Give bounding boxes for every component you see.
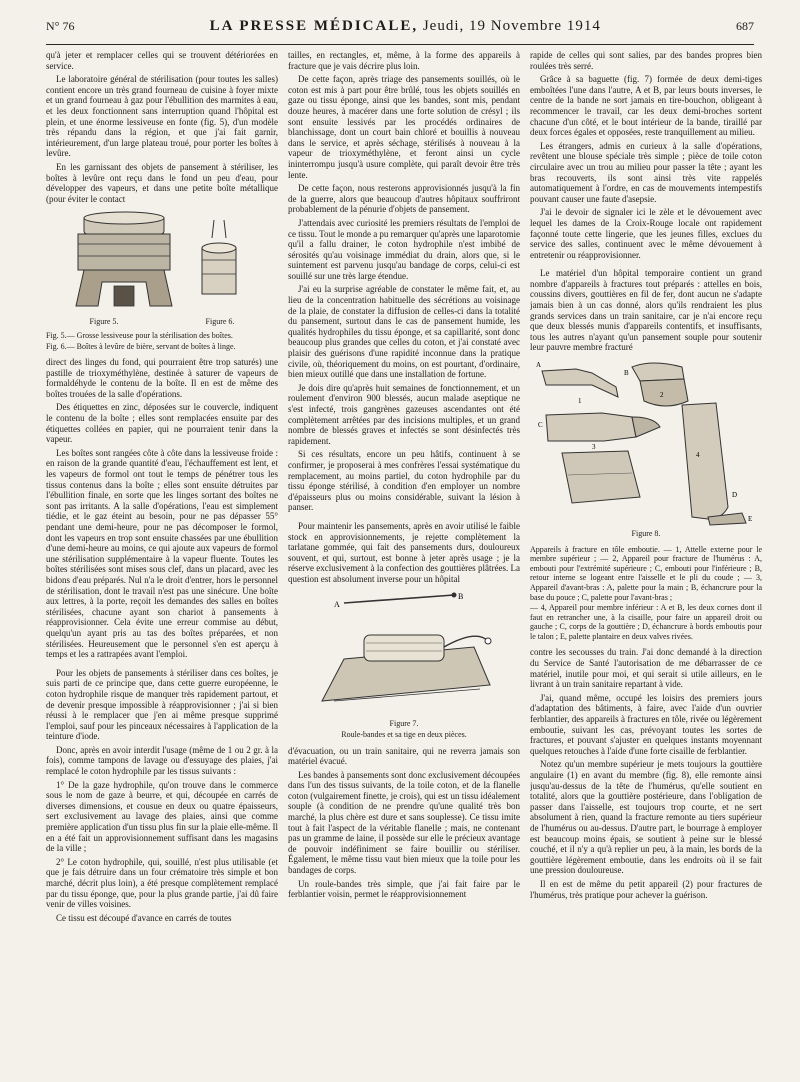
column-3 [530,50,762,1072]
page-header [46,18,754,45]
figure-8-label: Figure 8. [631,529,661,539]
fig8-label-3: 3 [592,443,596,452]
paragraph: Pour les objets de pansements à stériliser dans ces boîtes, je suis parti de ce principe que, dans cette guerre européenne, le coton hydrophile risque de manquer très rapidement partout, et de devenir presque impossible à réapprovisionner ; j'ai si bien réussi à le remplacer que j'en ai même presque supprimé l'emploi, sauf pour les pinceaux nécessaires à l'application de la teinture d'iode. [46,667,278,742]
paragraph: 1° De la gaze hydrophile, qu'on trouve dans le commerce sous le nom de gaze à beurre, et qui, découpée en carrés de diverses dimensions, et cousue en deux ou quatre épaisseurs, sert exclusivement au lavage des plaies, ainsi que comme première application d'un tissu plus fin sur la plaie elle-même. Il en a été fait un approvisionnement suffisant dans les magasins de la ville ; [46,779,278,854]
fig8-label-c: C [538,421,543,430]
figure-8-legend [530,545,762,642]
fig8-label-4: 4 [696,451,700,460]
page-number: 687 [735,19,754,33]
caption-fig-5: Fig. 5.— Grosse lessiveuse pour la stérilisation des boîtes. [46,330,233,340]
paragraph: rapide de celles qui sont salies, par des bandes propres bien roulées très serré. [530,50,762,71]
figure-6-label: Figure 6. [205,317,235,327]
paragraph: Le laboratoire général de stérilisation (pour toutes les salles) contient encore un très grand fourneau de cuisine à foyer mixte et un grand fourneau à gaz pour l'ébullition des marmites à eau, et les deux fonctionnent sans interruption quand l'hôpital est plein, et une énorme lessiveuse en fonte (fig. 5), d'un modèle très répandu dans la région, et que j'ai fait garnir, intérieurement, d'un large plateau troué, pour porter les boîtes à levûre. [46,74,278,159]
paragraph: Les bandes à pansements sont donc exclusivement découpées dans l'un des tissus suivants, de la toile coton, et de la flanelle coton (vulgairement finette, je crois), qui est un tissu idéalement souple (à condition de ne prendre qu'une qualité très bon marché, la plus chère est dure et sans souplesse). Ce tissu imite tout à fait l'aspect de la véritable flanelle ; mais, ne contenant pas un gramme de laine, il possède sur elle le précieux avantage de pouvoir indéfiniment se faire bouillir ou stériliser. Également, le même tissu vaut bien mieux que la toile pour les bandages de corps. [288,769,520,876]
caption-fig-6: Fig. 6.— Boîtes à levûre de bière, servant de boîtes à linge. [46,341,236,351]
washer-and-boxes-illustration [62,208,262,316]
paragraph: Un roule-bandes très simple, que j'ai fait faire par le ferblantier voisin, permet le réapprovisionnement [288,878,520,900]
legend-line: Appareils à fracture en tôle emboutie. — 1, Attelle externe pour le membre supérieur ; — 2, Appareil pour fracture de l'humérus : A, embouti pour l'extrémité supérieure ; C, embouti pour l'inférieure ; B, retour interne se logeant entre l'aisselle et le pli du coude ; — 3, Appareil d'avant-bras : A, palette pour la main ; B, échancrure pour la base du pouce ; C, palette pour l'avant-bras ; [530,544,762,602]
figure-7-caption: Roule-bandes et sa tige en deux pièces. [341,730,467,739]
paragraph: J'ai le devoir de signaler ici le zèle et le dévouement avec lequel les dames de la Croix-Rouge locale ont rapidement façonné toute cette lingerie, que les jeunes filles, exclues du service des salles, continuent avec le même dévouement à entretenir ou réapprovisionner. [530,207,762,260]
paragraph: Donc, après en avoir interdit l'usage (même de 1 ou 2 gr. à la fois), comme tampons de lavage ou d'essuyage des plaies, j'ai remplacé le coton hydrophile par les tissus suivants : [46,744,278,777]
paragraph: J'attendais avec curiosité les premiers résultats de l'emploi de ce tissu. Tout le monde a pu remarquer qu'après une laparotomie qu'il a fallu drainer, le coton hydrophile n'est imbibé de sérosités qu'au voisinage immédiat du drain, alors que, si le suintement est parvenu jusqu'au bandage de corps, celui-ci est souillé sur une très large étendue. [288,217,520,281]
paragraph: Les boîtes sont rangées côte à côte dans la lessiveuse froide : en raison de la grande quantité d'eau, l'échauffement est lent, et les vapeurs de formol ont tout le temps de pénétrer tous les tissus contenus dans la boîte ; elles sont ensuite détruites par l'ébullition finale, en sorte que les linges sortant des boîtes ne sont pas irritants. A la salle d'opérations, l'eau est simplement tiédie, et le gaz éteint au besoin, pour ne pas dépasser 55° pendant une demi-heure, pour ne pas décomposer le formol, dont les vapeurs en trop sont ensuite chassées par une ébullition d'une demi-heure au moins, ce qui ajoute aux vapeurs de formol une stérilisation supplémentaire à la vapeur fluente. Toutes les boîtes stérilisées sont mises sous clef, dans un placard, avec les bidons d'eau préparés. Nul n'a le droit d'entrer, hors le personnel de stérilisation, dont le travail n'est pas une sinécure. Une boîte aux lettres, à la porte, reçoit les demandes des salles en boîtes stérilisées, chacune ayant son chariot à pansements à réapprovisionner. Cela évite une erreur commise au début, quelqu'un ayant pris au tas des boîtes préparées, et non stérilisées. Heureusement que le personnel s'en est aperçu à temps et les a rattrapées avant l'emploi. [46,447,278,660]
paragraph: d'évacuation, ou un train sanitaire, qui ne reverra jamais son matériel évacué. [288,745,520,767]
paragraph: Des étiquettes en zinc, déposées sur le couvercle, indiquent le contenu de la boîte ; elles sont remplacées ensuite par des étiquettes collées en papier, qui ne pourraient tenir dans la vapeur. [46,402,278,445]
paragraph: Le matériel d'un hôpital temporaire contient un grand nombre d'appareils à fractures tout préparés : attelles en bois, coussins divers, gouttières en fil de fer, dont aucun ne s'adapte jamais bien à un cas donné, alors qu'ils rendraient les plus grands services dans un train sanitaire, car je n'ai encore reçu que deux blessés munis d'appareils contentifs, et insuffisants, tous les autres n'ayant qu'un pansement souple pour soutenir leur pauvre membre fracturé [530,268,762,353]
issue-date: Jeudi, 19 Novembre 1914 [422,18,601,34]
column-2 [288,50,520,1072]
paragraph: Il en est de même du petit appareil (2) pour fractures de l'humérus, très pratique pour achever la guérison. [530,878,762,900]
figure-labels [46,317,278,328]
paragraph: Grâce à sa baguette (fig. 7) formée de deux demi-tiges emboîtées l'une dans l'autre, A et B, par leurs bouts inverses, le centre de la bande ne sort jamais en tire-bouchon, obligeant à recommencer le travail, car les deux demi-broches sortent chacune d'un côté, et le bout intérieur de la bande, tiraillé par deux forces égales et opposées, reste tranquillement au milieu. [530,74,762,138]
fig8-label-b: B [624,369,629,378]
fig7-label-a: A [334,599,340,609]
journal-title-line [210,18,601,35]
paragraph: Pour maintenir les pansements, après en avoir utilisé le faible stock en approvisionnements, je rejette complètement la tarlatane gommée, qui fait des pansements durs, douloureux souvent, et qui, surtout, est bonne à jeter après usage ; je la réserve exclusivement à la confection des gouttières plâtrées. La question est absolument inverse pour un hôpital [288,520,520,584]
bandage-roller-illustration [304,589,504,717]
fig8-label-d: D [732,491,738,500]
legend-line: — 4, Appareil pour membre inférieur : A et B, les deux cornes dont il faut en retrancher une, à la cisaille, pour faire un appareil droit ou gauche ; C, corps de la gouttière ; D, échancrure à bords emboutis pour le talon ; E, palette plantaire en deux valves rivées. [530,603,762,641]
paragraph: tailles, en rectangles, et, même, à la forme des appareils à fracture que je vais décrire plus loin. [288,50,520,71]
paragraph: Je dois dire qu'après huit semaines de fonctionnement, et un roulement d'environ 900 blessés, aucun malade aseptique ne s'est infecté, trois gangrènes gazeuses ascendantes ont été complètement arrêtées par des incisions multiples, et un grand nombre de blessés graves et infectés se sont désinfectés très rapidement. [288,382,520,446]
figure-5-6-captions [46,331,278,351]
paragraph: direct des linges du fond, qui pourraient être trop saturés) une pastille de trioxyméthylène, destinée à saturer de vapeurs de formaldéhyde le contenu de la boîte. Il en est de même des boîtes trouées de la salle d'opérations. [46,357,278,399]
paragraph: contre les secousses du train. J'ai donc demandé à la direction du Service de Santé l'autorisation de me débarrasser de ce matériel, inutile pour moi, et qui serait si utile ailleurs, en le livrant à un train sanitaire repartant à vide. [530,647,762,690]
figure-5-6 [46,208,278,351]
fig8-label-a: A [536,361,542,370]
figure-7-label: Figure 7. [389,718,419,728]
paragraph: J'ai eu la surprise agréable de constater le même fait, et, au lieu de la concentration habituelle des sécrétions au voisinage de la plaie, de constater la diffusion de celles-ci dans la totalité du pansement, surtout dans le cas de pansement humide, les qualités hydrophiles du tissu éponge, et sa capillarité, sont donc beaucoup plus grandes que celles du coton, et j'ai constaté avec plaisir des guérisons d'une rapidité inconnue dans la pratique civile, où, théoriquement du moins, on est pourtant, d'ordinaire, bien mieux outillé que dans une installation de fortune. [288,284,520,380]
fig8-label-2: 2 [660,391,664,400]
paragraph: De cette façon, après triage des pansements souillés, où le coton est mis à part pour être brûlé, tous les objets souillés en gaze ou tissu éponge, ainsi que les bandes, sont mis, pendant douze heures, à macérer dans une forte solution de crésyl ; ils sont ensuite lessivés par les procédés ordinaires de blanchissage, dont un court bain chloré et bouillis à nouveau dans le service, et après séchage, stérilisés à nouveau à la vapeur de trioxyméthylène, et feront ainsi un cycle ininterrompu jusqu'à usure complète, qui paraît devoir être très lente. [288,74,520,180]
fig7-label-b: B [458,591,464,601]
fig8-label-e: E [748,515,753,524]
figure-5-label: Figure 5. [89,317,119,327]
paragraph: Si ces résultats, encore un peu hâtifs, continuent à se confirmer, je proposerai à mes confrères l'essai systématique du remplacement, au moins partiel, du coton hydrophile par du tissu éponge stérilisé, à condition d'en employer un nombre d'épaisseurs plus ou moins considérable, suivant la lésion à panser. [288,449,520,513]
column-1 [46,50,278,1072]
paragraph: J'ai, quand même, occupé les loisirs des premiers jours d'adaptation des bâtiments, à faire, avec l'aide d'un ouvrier ferblantier, des appareils à fractures en tôle, rivée ou légèrement emboutie, suivant les cas, prévoyant toutes les sortes de fractures, et pouvant s'ajuster en quelques instants moyennant quelques retouches à l'aide d'une forte cisaille de ferblantier. [530,692,762,756]
figure-7 [288,589,520,740]
journal-name: LA PRESSE MÉDICALE, [209,18,419,34]
paragraph: 2° Le coton hydrophile, qui, souillé, n'est plus utilisable (et que je fais détruire dans un four crématoire très simple et bon marché, décrit plus loin), a été presque complètement remplacé par du tissu éponge, que, pour la plus grande partie, j'ai dû faire venir de villes voisines. [46,856,278,910]
paragraph: En les garnissant des objets de pansement à stériliser, les boîtes à levûre ont reçu dans le fond un peu d'eau, pour développer des vapeurs, et dans une petite boîte métallique (pour éviter le contact [46,161,278,204]
paragraph: Notez qu'un membre supérieur je mets toujours la gouttière angulaire (1) en avant du membre (fig. 8), elle remonte ainsi jusqu'au-dessus de la tête de l'humérus, qu'elle soutient en totalité, alors que la gouttière postérieure, dans l'obligation de passer dans l'aisselle, est toujours trop courte, et ne sert absolument à rien, quand la fracture remonte au tiers supérieur de l'humérus ou au-dessus. D'autre part, le bourrage à employer est beaucoup moins épais, se soutient à peine sur le blessé couché, et il n'y a qu'à replier un peu, à la main, les bords de la gouttière légèrement emboutie, dans les endroits où il se fait une pression douloureuse. [530,759,762,876]
fracture-splints-illustration [532,357,760,527]
issue-number: N° 76 [46,19,75,33]
paragraph: De cette façon, nous resterons approvisionnés jusqu'à la fin de la guerre, alors que beaucoup d'autres hôpitaux souffriront probablement de la pénurie d'objets de pansement. [288,183,520,215]
figure-8 [530,357,762,539]
paragraph: qu'à jeter et remplacer celles qui se trouvent détériorées en service. [46,50,278,71]
paragraph: Les étrangers, admis en curieux à la salle d'opérations, revêtent une blouse spéciale très simple ; pièce de toile coton circulaire avec un trou au milieu pour passer la tête ; ayant les bras recouverts, ils sont ainsi très vite rappelés automatiquement à l'ordre, en cas de mouvements intempestifs pouvant causer une faute d'asepsie. [530,140,762,204]
paragraph: Ce tissu est découpé d'avance en carrés de toutes [56,912,232,923]
fig8-label-1: 1 [578,397,582,406]
